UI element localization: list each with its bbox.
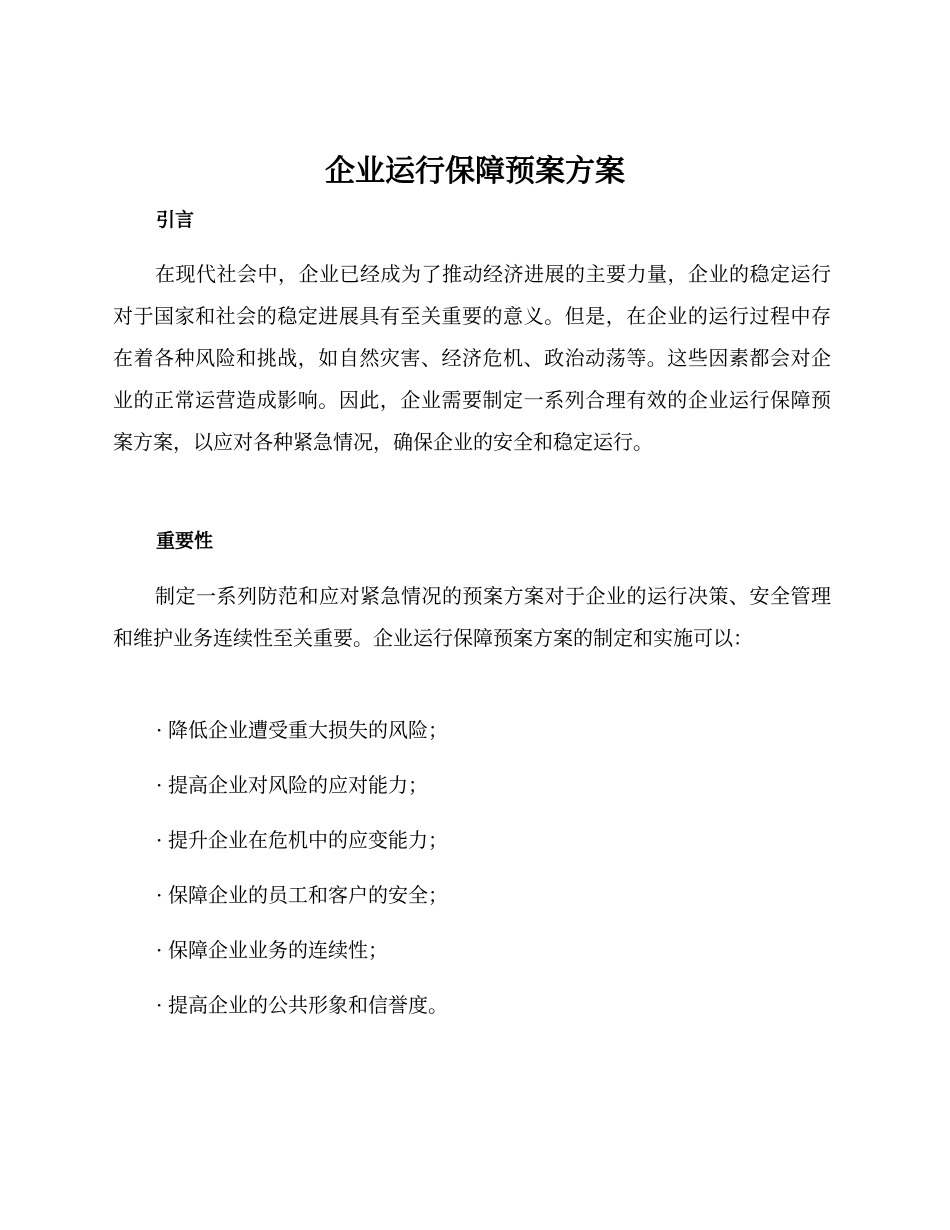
list-item [156,771,448,826]
importance-paragraph: 制定一系列防范和应对紧急情况的预案方案对于企业的运行决策、安全管理和维护业务连续性至关重要。企业运行保障预案方案的制定和实施可以： [113,584,831,650]
list-item-text: 降低企业遭受重大损失的风险； [168,718,448,742]
bullet-dot-icon: · [156,773,163,797]
list-item-text: 提升企业在危机中的应变能力； [168,828,448,852]
list-item [156,826,448,881]
list-item [156,881,448,936]
bullet-dot-icon: · [156,993,163,1017]
list-item [156,936,448,991]
list-item-text: 提高企业的公共形象和信誉度。 [168,993,448,1017]
bullet-dot-icon: · [156,883,163,907]
list-item-text: 提高企业对风险的应对能力； [168,773,428,797]
section-heading-importance: 重要性 [156,530,214,552]
list-item [156,991,448,1046]
introduction-paragraph: 在现代社会中，企业已经成为了推动经济进展的主要力量，企业的稳定运行对于国家和社会的稳定进展具有至关重要的意义。但是，在企业的运行过程中存在着各种风险和挑战，如自然灾害、经济危机、政治动荡等。这些因素都会对企业的正常运营造成影响。因此，企业需要制定一系列合理有效的企业运行保障预案方案，以应对各种紧急情况，确保企业的安全和稳定运行。 [113,262,831,454]
bullet-dot-icon: · [156,828,163,852]
document-title: 企业运行保障预案方案 [325,154,625,189]
bullet-dot-icon: · [156,938,163,962]
list-item [156,716,448,771]
list-item-text: 保障企业的员工和客户的安全； [168,883,448,907]
benefits-list [156,716,448,1046]
section-heading-introduction: 引言 [156,209,195,231]
bullet-dot-icon: · [156,718,163,742]
list-item-text: 保障企业业务的连续性； [168,938,388,962]
